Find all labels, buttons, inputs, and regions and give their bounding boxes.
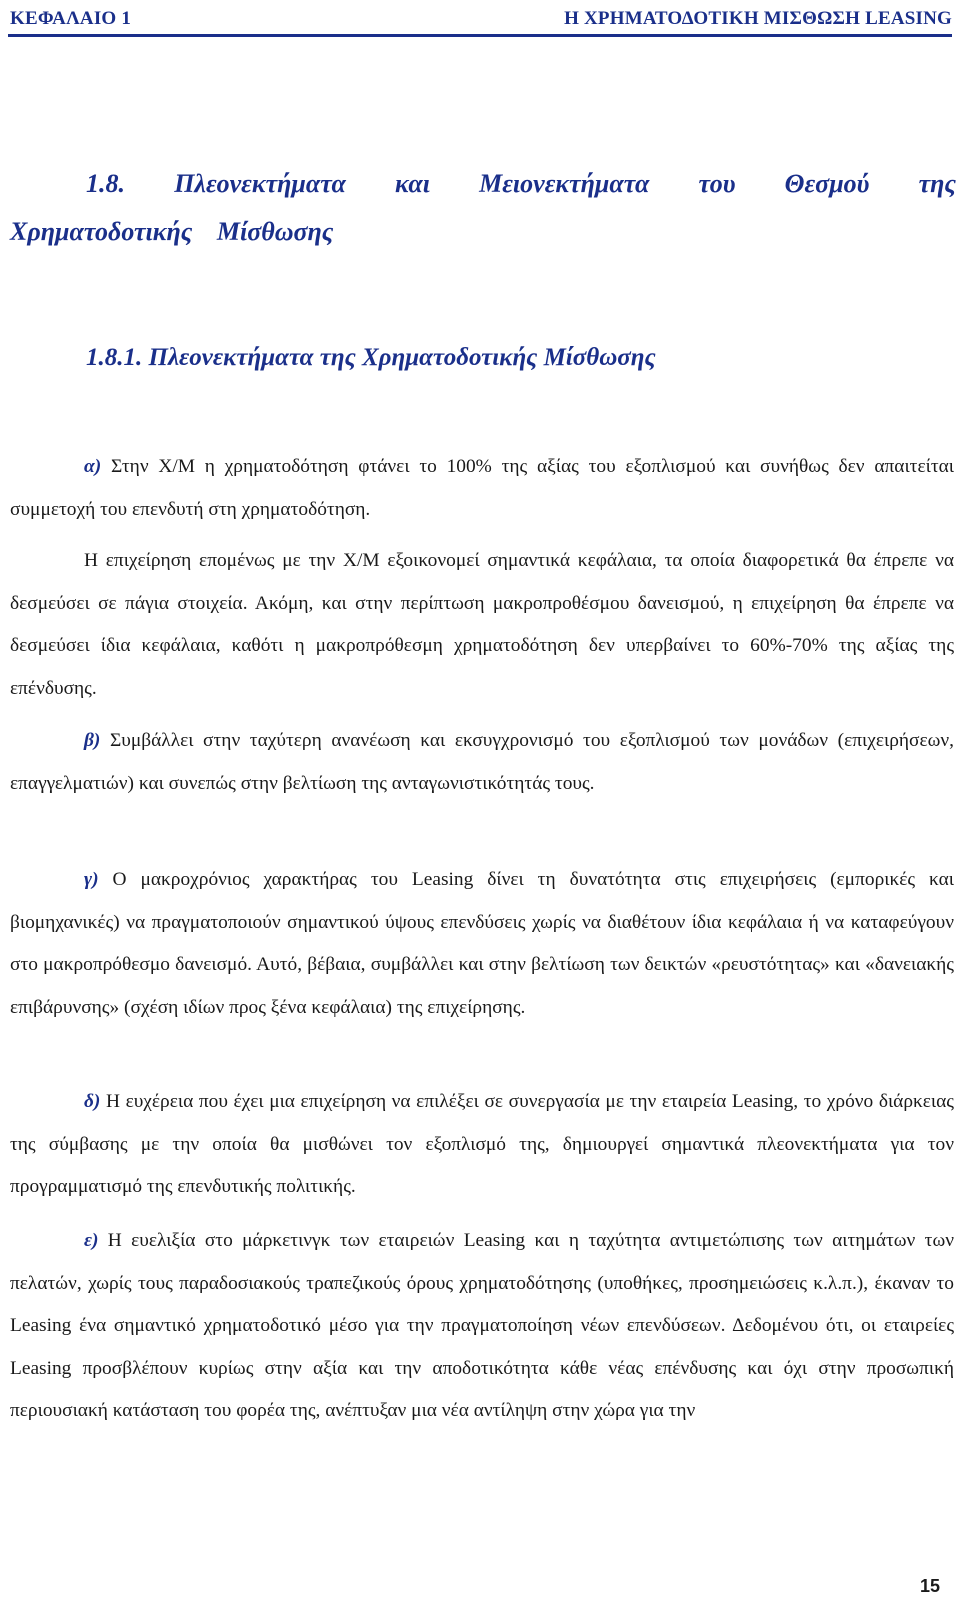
paragraph-a [10,446,954,531]
paragraph-text: Η ευχέρεια που έχει μια επιχείρηση να επιλέξει σε συνεργασία με την εταιρεία Leasing, το χρόνο διάρκειας της σύμβασης με την οποία θα μισθώνει τον εξοπλισμό της, δημιουργεί σημαντικά πλεονεκτήματα για τον προγραμματισμό της επενδυτικής πολιτικής. [10,1091,954,1198]
paragraph-text: Η επιχείρηση επομένως με την Χ/Μ εξοικονομεί σημαντικά κεφάλαια, τα οποία διαφορετικά θα έπρεπε να δεσμεύσει σε πάγια στοιχεία. Ακόμη, και στην περίπτωση μακροπροθέσμου δανεισμού, η επιχείρηση θα έπρεπε να δεσμεύσει ίδια κεφάλαια, καθότι η μακροπρόθεσμη χρηματοδότηση δεν υπερβαίνει το 60%-70% της αξίας της επένδυσης. [10,550,954,699]
paragraph-b [10,720,954,805]
subsection-title: 1.8.1. Πλεονεκτήματα της Χρηματοδοτικής Μίσθωσης [86,344,656,371]
paragraph-c [10,859,954,1029]
section-title: 1.8. Πλεονεκτήματα και Μειονεκτήματα του Θεσμού της Χρηματοδοτικής Μίσθωσης [10,169,956,246]
paragraph-a-continued [10,540,954,710]
paragraph-text: Ο μακροχρόνιος χαρακτήρας του Leasing δίνει τη δυνατότητα στις επιχειρήσεις (εμπορικές και βιομηχανικές) να πραγματοποιούν σημαντικού ύψους επενδύσεις χωρίς να διαθέτουν ίδια κεφάλαια ή να καταφεύγουν στο μακροπρόθεσμο δανεισμό. Αυτό, βέβαια, συμβάλλει και στην βελτίωση των δεικτών «ρευστότητας» και «δανειακής επιβάρυνσης» (σχέση ιδίων προς ξένα κεφάλαια) της επιχείρησης. [10,869,954,1018]
paragraph-text: Στην Χ/Μ η χρηματοδότηση φτάνει το 100% της αξίας του εξοπλισμού και συνήθως δεν απαιτείται συμμετοχή του επενδυτή στη χρηματοδότηση. [10,456,954,520]
page-header [8,4,952,37]
paragraph-marker: δ) [84,1091,101,1112]
paragraph-marker: γ) [84,869,99,890]
paragraph-e [10,1220,954,1433]
paragraph-text: Η ευελιξία στο μάρκετινγκ των εταιρειών Leasing και η ταχύτητα αντιμετώπισης των αιτημάτων των πελατών, χωρίς τους παραδοσιακούς τραπεζικούς όρους χρηματοδότησης (υποθήκες, προσημειώσεις κ.λ.π.), έκαναν το Leasing ένα σημαντικό χρηματοδοτικό μέσο για την πραγματοποίηση νέων επενδύσεων. Δεδομένου ότι, οι εταιρείες Leasing προσβλέπουν κυρίως στην αξία και την αποδοτικότητα κάθε νέας επένδυσης και όχι στην προσωπική περιουσιακή κατάσταση του φορέα της, ανέπτυξαν μια νέα αντίληψη στην χώρα για την [10,1230,954,1422]
chapter-label: ΚΕΦΑΛΑΙΟ 1 [10,8,132,29]
document-title: Η ΧΡΗΜΑΤΟΔΟΤΙΚΗ ΜΙΣΘΩΣΗ LEASING [564,8,952,29]
paragraph-marker: α) [84,456,102,477]
paragraph-text: Συμβάλλει στην ταχύτερη ανανέωση και εκσυγχρονισμό του εξοπλισμού των μονάδων (επιχειρήσεων, επαγγελματιών) και συνεπώς στην βελτίωση της ανταγωνιστικότητάς τους. [10,730,954,794]
page-number: 15 [919,1576,940,1596]
paragraph-marker: ε) [84,1230,99,1251]
paragraph-marker: β) [84,730,101,751]
paragraph-d [10,1081,954,1209]
